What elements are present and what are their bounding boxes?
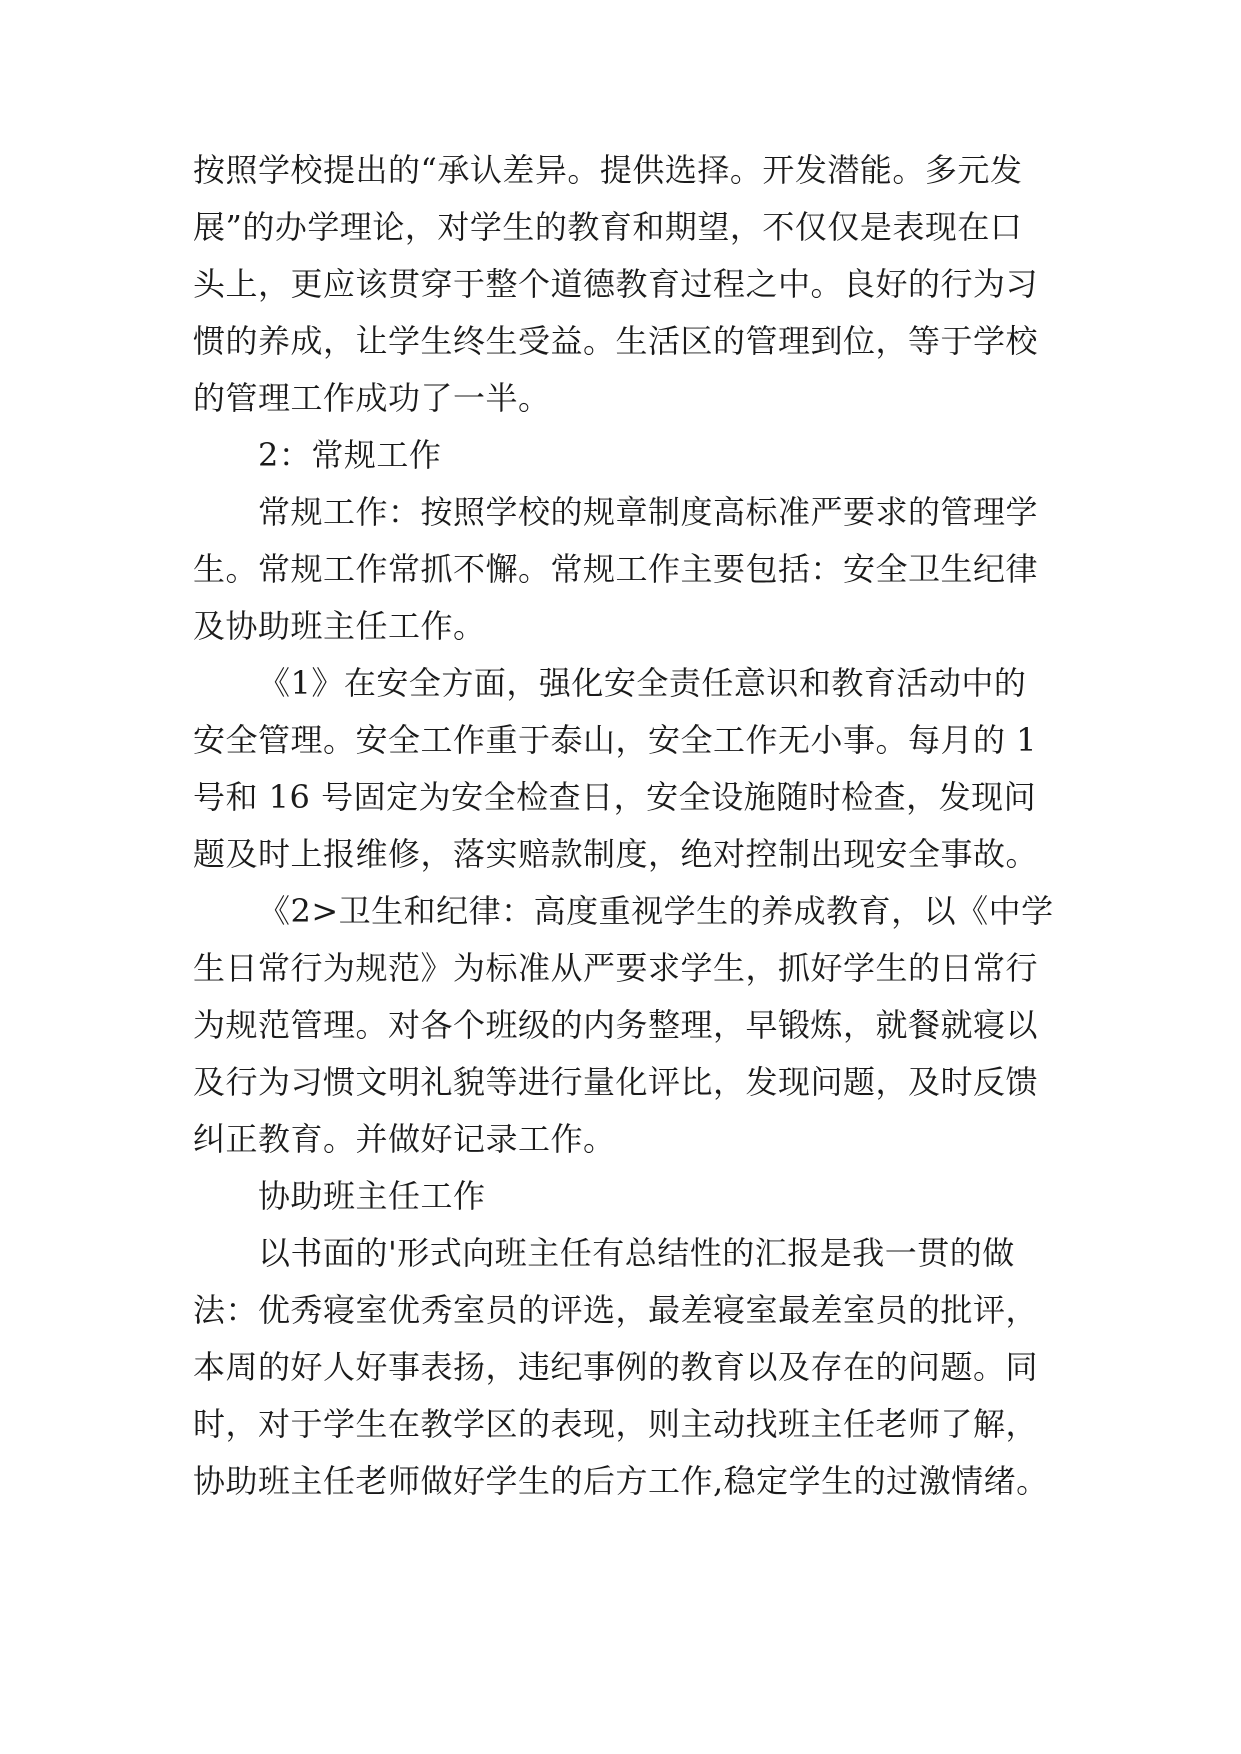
section-heading: 2：常规工作: [258, 436, 442, 474]
paragraph-line: 本周的好人好事表扬，违纪事例的教育以及存在的问题。同: [193, 1348, 1039, 1386]
paragraph-line: 按照学校提出的“承认差异。提供选择。开发潜能。多元发: [193, 151, 1023, 189]
paragraph-line: 纠正教育。并做好记录工作。: [193, 1120, 616, 1158]
paragraph-line: 头上，更应该贯穿于整个道德教育过程之中。良好的行为习: [193, 265, 1039, 303]
paragraph-line: 生日常行为规范》为标准从严要求学生，抓好学生的日常行: [193, 949, 1039, 987]
paragraph-line: 《2>卫生和纪律：高度重视学生的养成教育，以《中学: [258, 892, 1054, 930]
paragraph-line: 《1》在安全方面，强化安全责任意识和教育活动中的: [258, 664, 1027, 702]
paragraph-line: 及行为习惯文明礼貌等进行量化评比，发现问题，及时反馈: [193, 1063, 1039, 1101]
paragraph-line: 以书面的'形式向班主任有总结性的汇报是我一贯的做: [258, 1234, 1015, 1272]
paragraph-line: 为规范管理。对各个班级的内务整理，早锻炼，就餐就寝以: [193, 1006, 1039, 1044]
paragraph-line: 号和 16 号固定为安全检查日，安全设施随时检查，发现问: [193, 778, 1037, 816]
paragraph-line: 时，对于学生在教学区的表现，则主动找班主任老师了解，: [193, 1405, 1039, 1443]
paragraph-line: 协助班主任老师做好学生的后方工作,稳定学生的过激情绪。: [193, 1462, 1049, 1500]
paragraph-line: 及协助班主任工作。: [193, 607, 486, 645]
paragraph-line: 安全管理。安全工作重于泰山，安全工作无小事。每月的 1: [193, 721, 1038, 759]
section-heading: 协助班主任工作: [258, 1177, 486, 1215]
paragraph-line: 展”的办学理论，对学生的教育和期望，不仅仅是表现在口: [193, 208, 1023, 246]
paragraph-line: 题及时上报维修，落实赔款制度，绝对控制出现安全事故。: [193, 835, 1039, 873]
paragraph-line: 常规工作：按照学校的规章制度高标准严要求的管理学: [258, 493, 1039, 531]
paragraph-line: 的管理工作成功了一半。: [193, 379, 551, 417]
paragraph-line: 生。常规工作常抓不懈。常规工作主要包括：安全卫生纪律: [193, 550, 1039, 588]
paragraph-line: 惯的养成，让学生终生受益。生活区的管理到位，等于学校: [193, 322, 1039, 360]
paragraph-line: 法：优秀寝室优秀室员的评选，最差寝室最差室员的批评，: [193, 1291, 1039, 1329]
